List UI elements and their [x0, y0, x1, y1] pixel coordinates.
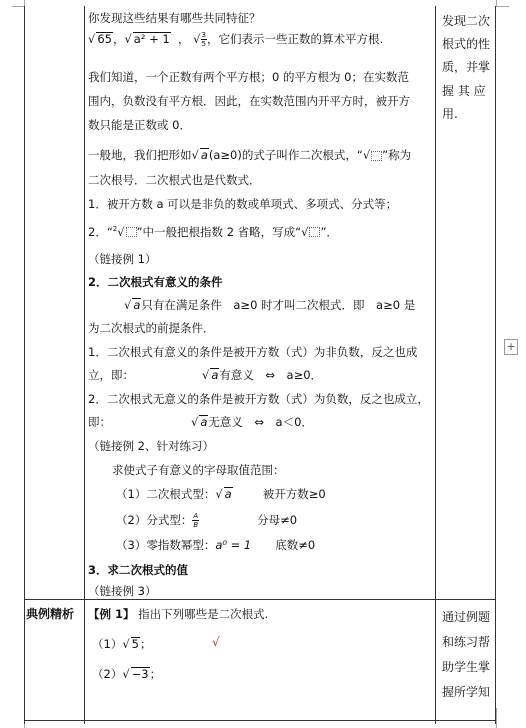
goal-cell — [438, 6, 496, 599]
fraction-A-B: $\frac{A}{B}$ — [193, 512, 199, 529]
task-line: 求使式子有意义的字母取值范围： — [112, 463, 285, 477]
condition-line: 1．二次根式有意义的条件是被开方数（式）为非负数，反之也成 — [88, 345, 418, 359]
goal-line: 发现二次 — [442, 14, 491, 28]
examples-line: √ 65，√ a² + 1 ， √ $\frac{3}{5}$ ，它们表示一些正数的算术平方根. — [88, 31, 384, 48]
goal-line: 握 其 应 — [442, 84, 486, 98]
link-note: （链接例 3） — [88, 584, 157, 598]
task-item: （2）分式型： $\frac{A}{B}$ 分母≠0 — [116, 512, 298, 529]
goal-line: 根式的性 — [442, 37, 491, 51]
paragraph-line: 我们知道，一个正数有两个平方根；0 的平方根为 0；在实数范 — [88, 70, 409, 84]
goal-line: 通过例题 — [442, 610, 491, 624]
row-label: 典例精析 — [26, 607, 75, 621]
placeholder-box — [309, 227, 320, 237]
goal-line: 助学生掌 — [442, 660, 491, 674]
link-note: （链接例 1） — [88, 252, 157, 266]
table-border-left — [24, 6, 25, 724]
definition-line: 一般地，我们把形如√ a(a≥0)的式子叫作二次根式，“√ ”称为 — [88, 148, 412, 162]
lesson-plan-table — [24, 6, 496, 724]
placeholder-box — [371, 151, 382, 161]
paragraph-line: 数只能是正数或 0． — [88, 118, 191, 132]
link-note: （链接例 2、针对练习） — [88, 439, 214, 453]
section-heading: 2．二次根式有意义的条件 — [88, 275, 223, 289]
example-heading: 【例 1】 指出下列哪些是二次根式. — [88, 607, 269, 621]
table-border-col1 — [84, 6, 85, 724]
example-item: （1）√ 5； — [92, 637, 152, 651]
add-row-button[interactable]: + — [504, 339, 518, 355]
corner-mark-bottom-right — [496, 708, 509, 728]
placeholder-box — [126, 227, 137, 237]
goal-line: 质，并掌 — [442, 60, 491, 74]
table-border-bottom — [24, 720, 496, 721]
paragraph-line: 围内，负数没有平方根．因此，在实数范围内开平方时，被开方 — [88, 94, 410, 108]
goal-line: 握所学知 — [442, 685, 491, 699]
condition-line: 2．二次根式无意义的条件是被开方数（式）为负数，反之也成立， — [88, 392, 429, 406]
condition-line: √ a只有在满足条件 a≥0 时才叫二次根式．即 a≥0 是 — [124, 298, 416, 312]
task-item: （3）零指数幂型：a⁰ = 1 底数≠0 — [116, 538, 316, 552]
radicand-65: 65 — [97, 32, 112, 46]
note-item: 2．“$^2$√ ”中一般把根指数 2 省略，写成“√ ”． — [88, 224, 338, 239]
condition-line: 即： √ a无意义 ⇔ a＜0． — [88, 415, 313, 429]
section-heading: 3．求二次根式的值 — [88, 563, 189, 577]
example-cell — [88, 599, 438, 720]
content-cell — [88, 6, 438, 599]
question-line: 你发现这些结果有哪些共同特征？ — [88, 11, 261, 25]
corner-mark-top-right — [496, 0, 509, 7]
condition-line: 立，即： √ a有意义 ⇔ a≥0． — [88, 368, 323, 382]
goal-line: 用. — [442, 107, 458, 121]
task-item: （1）二次根式型：√ a 被开方数≥0 — [116, 487, 326, 501]
example-item: （2）√ −3； — [92, 667, 162, 681]
goal-cell — [438, 599, 496, 720]
definition-line: 二次根号．二次根式也是代数式． — [88, 173, 261, 187]
goal-line: 和练习帮 — [442, 635, 491, 649]
note-item: 1．被开方数 a 可以是非负的数或单项式、多项式、分式等； — [88, 197, 398, 211]
radicand-a2plus1: a² + 1 — [133, 32, 170, 46]
check-mark: √ — [212, 635, 220, 649]
fraction-3-5: $\frac{3}{5}$ — [201, 31, 206, 48]
condition-line: 为二次根式的前提条件． — [88, 321, 215, 335]
